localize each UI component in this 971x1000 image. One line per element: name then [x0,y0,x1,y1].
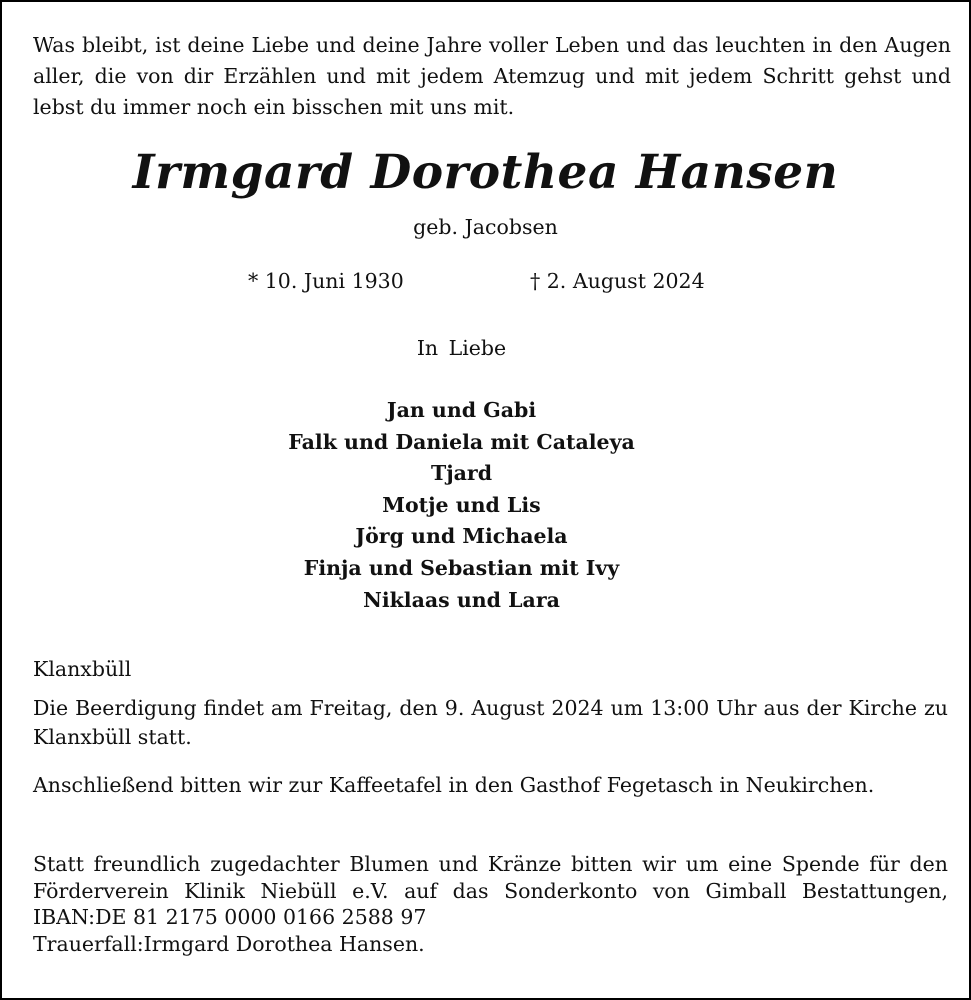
case-reference: Trauerfall:Irmgard Dorothea Hansen. [33,931,425,956]
donation-text: Statt freundlich zugedachter Blumen und Kränze bitten wir um eine Spende für den Förderverein Klinik Niebüll e.V. auf das Sonderkonto von Gimball Bestattungen, IBAN:DE 81 2175 0000 0166 2588 97 [33,852,948,929]
mourner-entry: Finja und Sebastian mit Ivy [303,555,620,580]
mourner-entry: Niklaas und Lara [363,587,560,612]
mourner-entry: Jörg und Michaela [355,524,568,549]
donation-notice [33,851,948,957]
funeral-notice: Die Beerdigung findet am Freitag, den 9. August 2024 um 13:00 Uhr aus der Kirche zu Klanxbüll statt. [33,696,948,749]
death-date: † 2. August 2024 [530,269,705,293]
deceased-name: Irmgard Dorothea Hansen [132,145,839,200]
memorial-verse: Was bleibt, ist deine Liebe und deine Jahre voller Leben und das leuchten in den Augen aller, die von dir Erzählen und mit jedem Atemzug und mit jedem Schritt gehst und lebst du immer noch ein bisschen mit uns mit. [33,33,951,119]
mourners-list [0,395,923,616]
mourner-entry: Falk und Daniela mit Cataleya [288,429,635,454]
mourner-entry: Motje und Lis [382,492,541,517]
reception-notice: Anschließend bitten wir zur Kaffeetafel in den Gasthof Fegetasch in Neukirchen. [33,773,875,797]
place-name: Klanxbüll [33,657,132,681]
mourner-entry: Jan und Gabi [386,398,537,422]
in-love-line: In Liebe [416,336,507,360]
mourner-entry: Tjard [430,461,493,486]
birth-date: * 10. Juni 1930 [248,269,404,293]
maiden-name: geb. Jacobsen [413,215,558,239]
